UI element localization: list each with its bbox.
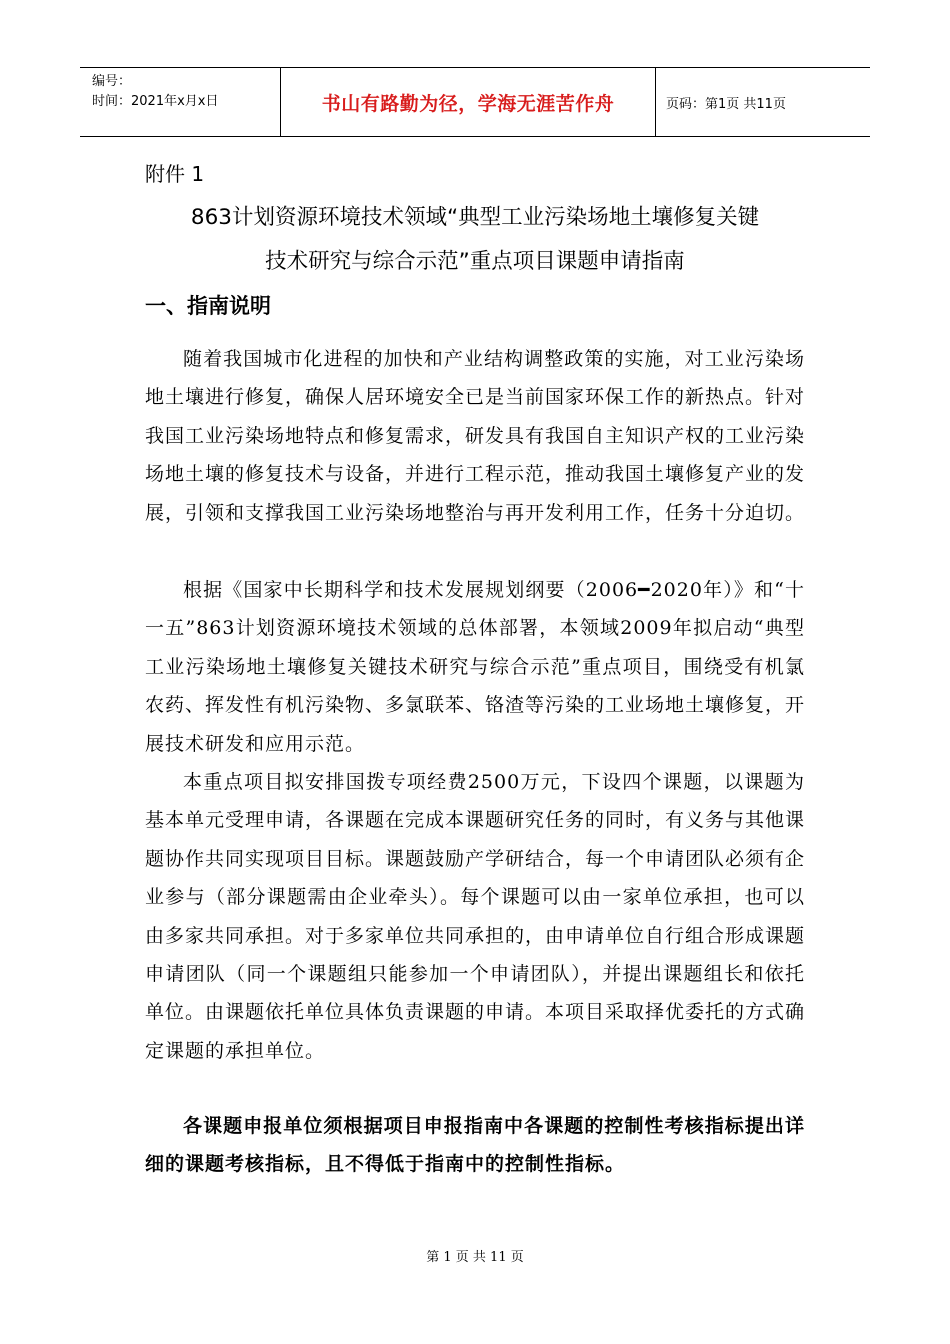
page-header	[80, 67, 870, 137]
document-title	[140, 196, 810, 284]
paragraph-3: 本重点项目拟安排国拨专项经费2500万元，下设四个课题，以课题为基本单元受理申请，各课题在完成本课题研究任务的同时，有义务与其他课题协作共同实现项目目标。课题鼓励产学研结合，每一个申请团队必须有企业参与（部分课题需由企业牵头）。每个课题可以由一家单位承担，也可以由多家共同承担。对于多家单位共同承担的，由申请单位自行组合形成课题申请团队（同一个课题组只能参加一个申请团队），并提出课题组长和依托单位。由课题依托单位具体负责课题的申请。本项目采取择优委托的方式确定课题的承担单位。	[145, 771, 806, 1062]
paragraph-1: 随着我国城市化进程的加快和产业结构调整政策的实施，对工业污染场地土壤进行修复，确保人居环境安全已是当前国家环保工作的新热点。针对我国工业污染场地特点和修复需求，研发具有我国自主知识产权的工业污染场地土壤的修复技术与设备，并进行工程示范，推动我国土壤修复产业的发展，引领和支撑我国工业污染场地整治与再开发利用工作，任务十分迫切。	[145, 348, 806, 524]
attachment-label: 附件 1	[145, 162, 205, 186]
header-motto: 书山有路勤为径，学海无涯苦作舟	[280, 68, 656, 136]
paragraph-2: 根据《国家中长期科学和技术发展规划纲要（2006━2020年）》和“十一五”863计划资源环境技术领域的总体部署，本领域2009年拟启动“典型工业污染场地土壤修复关键技术研究与综合示范”重点项目，围绕受有机氯农药、挥发性有机污染物、多氯联苯、铬渣等污染的工业场地土壤修复，开展技术研发和应用示范。	[145, 579, 806, 755]
page-footer: 第 1 页 共 11 页	[426, 1250, 524, 1265]
header-meta	[80, 68, 280, 136]
header-page-info: 页码：第1页 共11页	[666, 96, 786, 112]
section-heading: 一、指南说明	[145, 294, 271, 318]
title-line-1: 863计划资源环境技术领域“典型工业污染场地土壤修复关键	[190, 205, 760, 230]
doc-number-label: 编号：	[92, 74, 132, 89]
doc-date: 时间：2021年x月x日	[92, 94, 219, 109]
title-line-2: 技术研究与综合示范”重点项目课题申请指南	[265, 249, 685, 274]
paragraph-4-bold: 各课题申报单位须根据项目申报指南中各课题的控制性考核指标提出详细的课题考核指标，且不得低于指南中的控制性指标。	[145, 1115, 805, 1176]
